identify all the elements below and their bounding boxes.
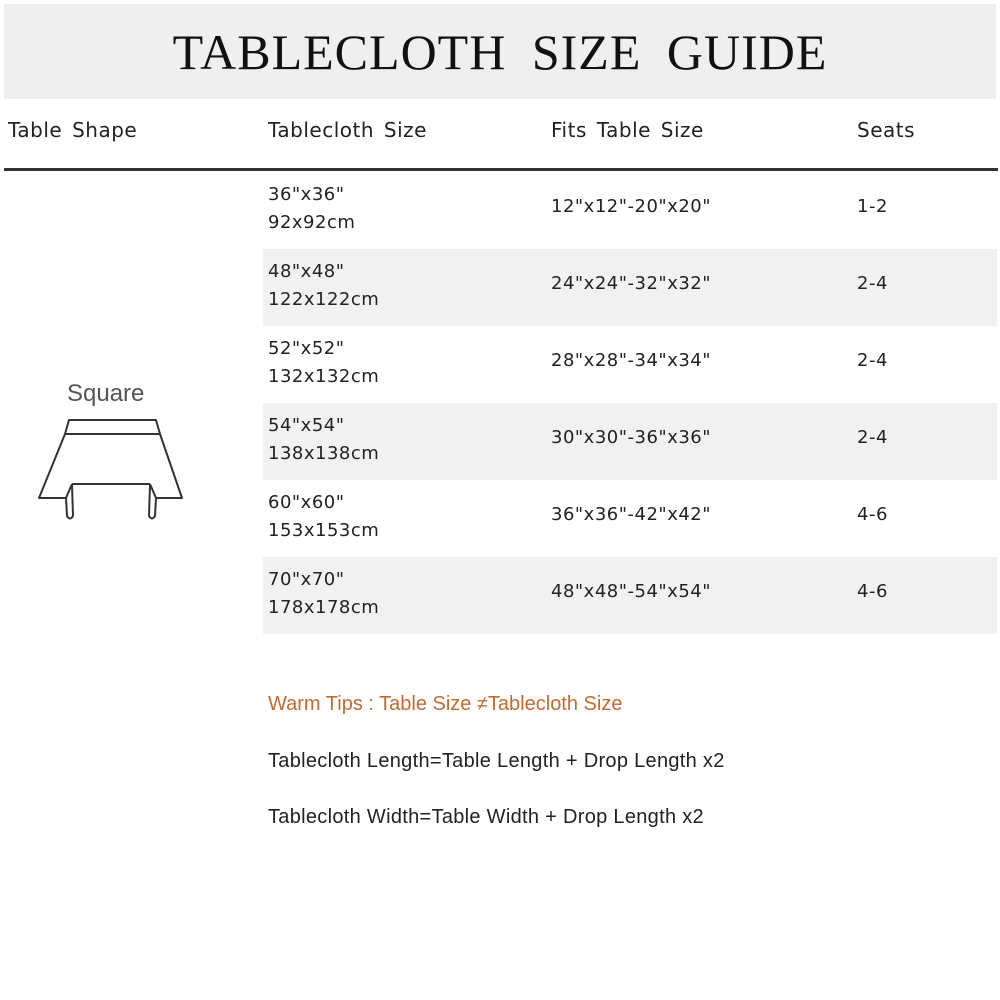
header-table-shape: Table Shape (8, 118, 138, 142)
table-row (263, 172, 997, 249)
header-tablecloth-size: Tablecloth Size (268, 118, 427, 142)
fits-table-size-cell: 36"x36"-42"x42" (551, 504, 712, 525)
seats-cell: 2-4 (857, 350, 888, 371)
table-row (263, 249, 997, 326)
table-row (263, 326, 997, 403)
tablecloth-size-cell (268, 335, 379, 391)
table-header (0, 118, 1000, 148)
header-divider (4, 168, 998, 171)
seats-cell: 4-6 (857, 504, 888, 525)
fits-table-size-cell: 24"x24"-32"x32" (551, 273, 712, 294)
size-cm: 153x153cm (268, 520, 380, 541)
tablecloth-size-cell (268, 489, 379, 545)
table-row (263, 403, 997, 480)
formula-width: Tablecloth Width=Table Width + Drop Length x2 (268, 806, 704, 828)
shape-label: Square (67, 380, 145, 407)
size-inches: 48"x48" (268, 261, 345, 282)
table-row (263, 480, 997, 557)
table-row (263, 557, 997, 634)
size-inches: 60"x60" (268, 492, 345, 513)
header-seats: Seats (857, 118, 916, 142)
size-inches: 70"x70" (268, 569, 345, 590)
tablecloth-size-cell (268, 566, 379, 622)
size-inches: 36"x36" (268, 184, 345, 205)
header-fits-table-size: Fits Table Size (551, 118, 704, 142)
fits-table-size-cell: 28"x28"-34"x34" (551, 350, 712, 371)
seats-cell: 2-4 (857, 427, 888, 448)
formula-length: Tablecloth Length=Table Length + Drop Length x2 (268, 750, 725, 772)
size-table (263, 172, 997, 634)
size-cm: 122x122cm (268, 289, 380, 310)
size-cm: 132x132cm (268, 366, 380, 387)
seats-cell: 4-6 (857, 581, 888, 602)
warm-tips: Warm Tips : Table Size ≠Tablecloth Size (268, 693, 623, 715)
title-banner (4, 4, 996, 99)
tablecloth-size-cell (268, 258, 379, 314)
fits-table-size-cell: 12"x12"-20"x20" (551, 196, 712, 217)
square-tablecloth-icon (30, 412, 190, 524)
seats-cell: 2-4 (857, 273, 888, 294)
page-title: TABLECLOTH SIZE GUIDE (172, 23, 828, 80)
size-cm: 178x178cm (268, 597, 380, 618)
fits-table-size-cell: 48"x48"-54"x54" (551, 581, 712, 602)
size-inches: 54"x54" (268, 415, 345, 436)
fits-table-size-cell: 30"x30"-36"x36" (551, 427, 712, 448)
size-cm: 92x92cm (268, 212, 356, 233)
size-cm: 138x138cm (268, 443, 380, 464)
seats-cell: 1-2 (857, 196, 888, 217)
size-inches: 52"x52" (268, 338, 345, 359)
tablecloth-size-cell (268, 412, 379, 468)
tablecloth-size-cell (268, 181, 355, 237)
